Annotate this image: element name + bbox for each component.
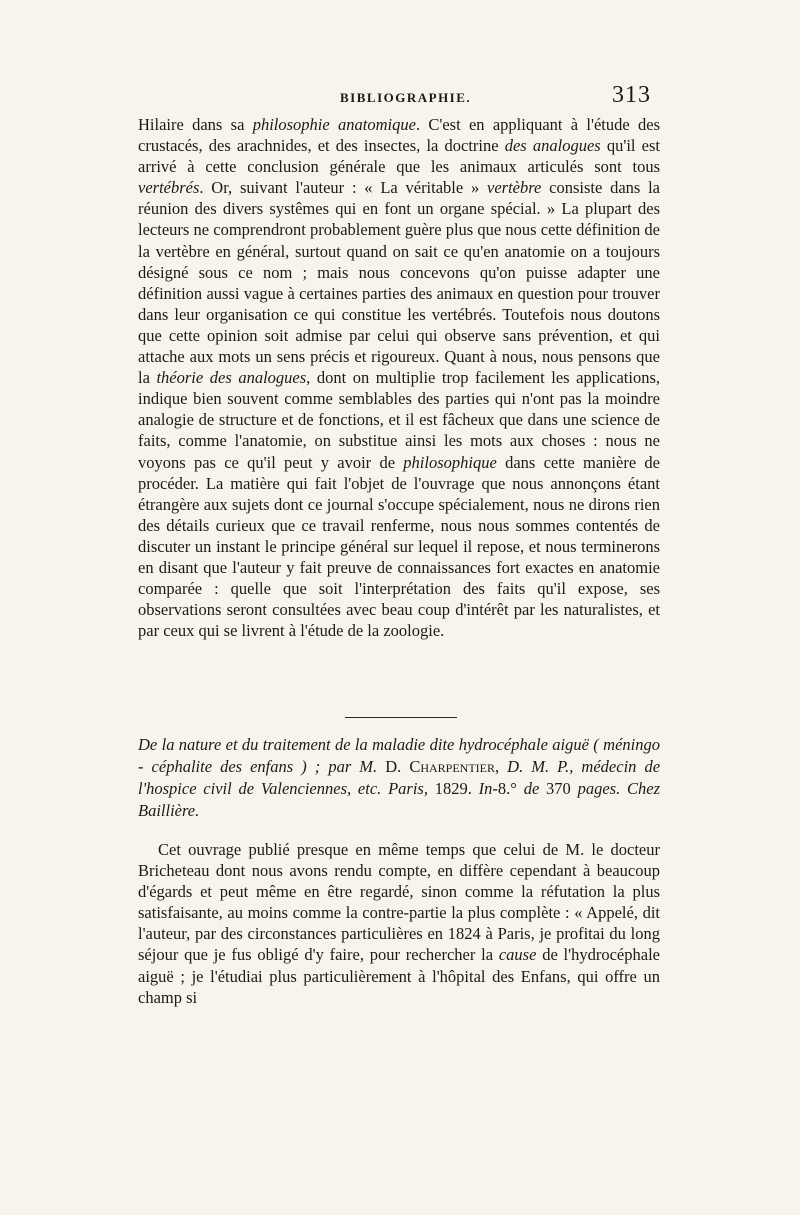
- text-run: qu'il est arrivé à cette conclusion générale que les animaux articulés sont tous: [138, 136, 660, 177]
- italic-run: théorie des analogues: [156, 368, 307, 388]
- italic-run: philosophie anatomique: [252, 115, 416, 134]
- italic-run: cause: [498, 945, 537, 965]
- book-citation: [138, 734, 660, 822]
- author-name: Charpentier: [409, 757, 495, 776]
- text-run: ,: [494, 757, 508, 776]
- text-run: D.: [377, 757, 410, 776]
- text-run: Hilaire dans sa: [138, 115, 253, 134]
- italic-run: In: [478, 779, 493, 798]
- text-run: de l'hydrocéphale aiguë ; je l'étudiai plus particulièrement à l'hôpital des Enfans, qui offre un champ si: [138, 945, 660, 1007]
- text-run: , dont on multiplie trop facilement les applications, indique bien souvent comme semblables des parties qui n'ont pas la moindre analogie de structure et de fonctions, et il est fâcheux que dans une science de faits, comme l'anatomie, on substitue ainsi les mots aux choses : nous ne voyons pas ce qu'il peut y avoir de: [138, 368, 660, 472]
- italic-run: pages. Chez Baillière.: [138, 779, 661, 820]
- paragraph-anatomy-review: [138, 114, 660, 641]
- italic-run: vertébrés: [138, 178, 200, 198]
- text-run: 1829.: [427, 779, 479, 798]
- text-run: Cet ouvrage publié presque en même temps que celui de M. le docteur Bricheteau dont nous avons rendu compte, en diffère cependant à beaucoup d'égards et peut même en être regardé, sinon comme la réfutation la plus satisfaisante, au moins comme la contre-partie la plus complète : « Appelé, dit l'auteur, par des circonstances particulières en 1824 à Paris, je profitai du long séjour que je fus obligé d'y faire, pour rechercher la: [138, 840, 660, 965]
- italic-run: des analogues: [504, 136, 601, 156]
- text-run: 370: [539, 779, 578, 798]
- italic-run: philosophique: [403, 452, 497, 472]
- text-run: consiste dans la réunion des divers systêmes qui en font un organe spécial. » La plupart des lecteurs ne comprendront probablement guère plus que nous cette définition de la vertèbre en général, surtout quand on sait ce qu'en anatomie on a toujours désigné sous ce nom ; mais nous concevons qu'on puisse adapter une définition aussi vague à certaines parties des animaux en question pour trouver dans leur organisation ce qui constitue les vertébrés. Toutefois nous doutons que cette opinion soit admise par celui qui observe sans prévention, et qui attache aux mots un sens précis et rigoureux. Quant à nous, nous pensons que la: [138, 178, 661, 388]
- text-run: dans cette manière de procéder. La matière qui fait l'objet de l'ouvrage que nous annonçons étant étrangère aux sujets dont ce journal s'occupe spécialement, nous ne dirons rien des détails curieux que ce travail renferme, nous nous sommes contentés de discuter un instant le principe général sur lequel il repose, et nous terminerons en disant que l'auteur y fait preuve de connaissances fort exactes en anatomie comparée : quelle que soit l'interprétation des faits qu'il expose, ses observations seront consultées avec beau coup d'intérêt par les naturalistes, et par ceux qui se livrent à l'étude de la zoologie.: [138, 452, 660, 641]
- paragraph-text: [138, 839, 660, 1008]
- paragraph-review-charpentier: [138, 839, 660, 1008]
- italic-run: vertèbre: [487, 178, 542, 198]
- running-title: BIBLIOGRAPHIE.: [340, 90, 472, 105]
- paragraph-text: [138, 114, 660, 641]
- text-run: . C'est en appliquant à l'étude des crustacés, des arachnides, et des insectes, la doctrine: [138, 115, 661, 156]
- italic-run: de: [523, 779, 540, 798]
- running-head: [0, 80, 800, 114]
- italic-run: D. M. P., médecin de l'hospice civil de Valenciennes, etc. Paris,: [138, 757, 661, 798]
- italic-run: M.: [359, 757, 378, 776]
- page-number: 313: [612, 82, 651, 108]
- citation-text: [138, 734, 660, 822]
- italic-run: De la nature et du traitement de la maladie dite hydrocéphale aiguë ( méningo - céphalite des enfans ) ; par: [138, 735, 660, 776]
- text-run: . Or, suivant l'auteur : « La véritable »: [199, 178, 488, 198]
- text-run: -8.°: [492, 779, 524, 798]
- section-divider: [345, 717, 457, 718]
